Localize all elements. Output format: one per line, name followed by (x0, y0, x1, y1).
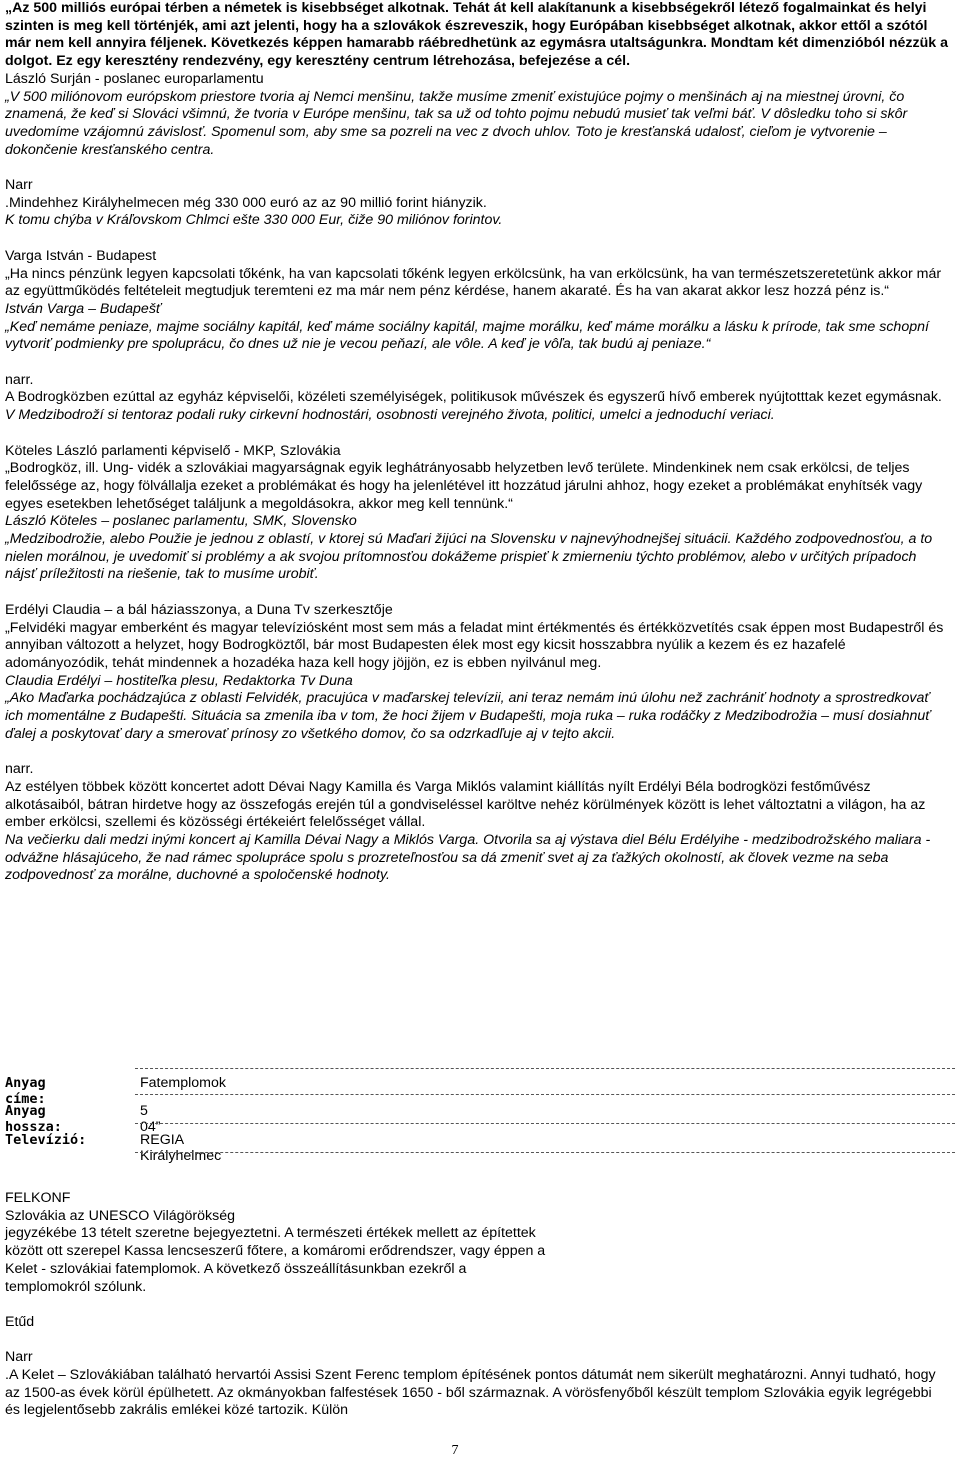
meta-length-value: 5 04” (140, 1103, 161, 1135)
document-body (5, 0, 950, 885)
speaker-koteles-sk: László Köteles – poslanec parlamentu, SMK, Slovensko (5, 513, 357, 530)
quote-koteles-hu: „Bodrogköz, ill. Ung- vidék a szlovákiai magyarságnak egyik leghátrányosabb helyzetben levő területe. Mindenkinek nem csak erkölcsi, de teljes felelőssége az, hogy fölvállalja ezeket a problémákat és hogy ha jelenlétével itt hozzátud járulni ahhoz, hogy ezeket a problémákat enyhítsék vagy egyes esetekben lehetőséget találjunk a megoldásokra, akkor meg kell tennünk.“ (5, 460, 923, 512)
meta-length-label: Anyag hossza: (5, 1103, 62, 1135)
divider (135, 1123, 955, 1124)
speaker-varga-hu: Varga István - Budapest (5, 247, 157, 264)
unesco-title: Szlovákia az UNESCO Világörökség (5, 1207, 235, 1224)
quote-koteles-sk: „Medzibodrožie, alebo Použie je jednou z oblastí, v ktorej sú Maďari žijúci na Slovensku v najnevýhodnejšej situácii. Každého zodpovednosťou, a to nielen morálnou, je uvedomiť si problémy a ak svojou prítomnosťou dokážeme prispieť k zmierneniu týchto problémov, alebo v určitých prípadoch nájsť príležitosti na riešenie, tak to musíme urobiť. (5, 531, 933, 583)
meta-tv-value: REGIA Királyhelmec (140, 1132, 222, 1164)
speaker-erdelyi-hu: Erdélyi Claudia – a bál háziasszonya, a Duna Tv szerkesztője (5, 601, 393, 618)
meta-title-label: Anyag címe: (5, 1075, 46, 1107)
page-number: 7 (451, 1443, 459, 1458)
narr-label: Narr (5, 1349, 33, 1366)
quote-surjan-sk: „V 500 miliónovom európskom priestore tvoria aj Nemci menšinu, takže musíme zmeniť existujúce pojmy o menšinách aj na miestnej úrovni, čo znamená, že keď si Slováci všimnú, že tvoria v Európe menšinu, tak sa už od tohto pojmu nebudú musieť tak veľmi báť. V dôsledku toho si skôr uvedomíme vzájomnú závislosť. Spomenul som, aby sme sa pozreli na vec z dvoch uhlov. Toto je kresťanská udalosť, cieľom je vytvorenie – dokončenie kresťanského centra. (5, 88, 908, 158)
unesco-text: jegyzékébe 13 tételt szeretne bejegyeztetni. A természeti értékek mellett az építettek között ott szerepel Kassa lencseszerű főtere, a komáromi erődrendszer, vagy éppen a Kelet - szlovákiai fatemplomok. A következő összeállításunkban ezekről a templomokról szólunk. (5, 1225, 546, 1295)
narr-text: .A Kelet – Szlovákiában található hervartói Assisi Szent Ferenc templom építésének pontos dátumát nem sikerült meghatározni. Annyi tudható, hogy az 1500-as évek körül épülhetett. Az okmányokban falfestések 1650 - ből származnak. A vörösfenyőből készült templom Szlovákia egyik legrégebbi és legjelentősebb zakrális emlékei közé tartozik. Külön (5, 1367, 936, 1419)
lower-section (5, 1190, 950, 1420)
meta-title-value: Fatemplomok (140, 1075, 226, 1091)
narr-sk: K tomu chýba v Kráľovskom Chlmci ešte 330 000 Eur, čiže 90 miliónov forintov. (5, 212, 503, 229)
quote-varga-hu: „Ha nincs pénzünk legyen kapcsolati tőkénk, ha van kapcsolati tőkénk legyen erkölcsünk, ha van erkölcsünk, ha van természetszeretetünk akkor már az együttműködés feltételeit megtudjuk teremteni ez ma már nem pénz kérdése, hanem akaraté. És ha van akarat akkor lesz hozzá pénz is.“ (5, 265, 942, 300)
narr-sk: V Medzibodroží si tentoraz podali ruky cirkevní hodnostári, osobnosti verejného života, politici, umelci a jednoduchí veriaci. (5, 407, 775, 424)
narr-label: Narr (5, 177, 33, 194)
speaker-koteles-hu: Köteles László parlamenti képviselő - MKP, Szlovákia (5, 442, 341, 459)
quote-surjan-hu: „Az 500 milliós európai térben a németek is kisebbséget alkotnak. Tehát át kell alakítanunk a kisebbségekről létező fogalmainkat és helyi szinten is meg kell történjék, ami azt jelenti, hogy ha a szlovákok észreveszik, hogy Európában kisebbséget alkotnak, akkor ettől a szótól már nem kell annyira féljenek. Következés képpen hamarabb ráébredhetünk az egymásra utaltságunkra. Mondtam két dimenzióból nézzük a dolgot. Ez egy keresztény rendezvény, egy keresztény centrum létrehozása, befejezése a cél. (5, 0, 948, 70)
divider (135, 1152, 955, 1153)
narr-label: narr. (5, 761, 34, 778)
etud-label: Etűd (5, 1313, 35, 1330)
quote-varga-sk: „Keď nemáme peniaze, majme sociálny kapitál, keď máme sociálny kapitál, majme morálku, keď máme morálku a lásku k prírode, tak sme schopní vytvoriť podmienky pre spoluprácu, čo dnes už nie je vecou peňazí, ale vôle. A keď je vôľa, tak budú aj peniaze.“ (5, 318, 929, 353)
narr-sk: Na večierku dali medzi inými koncert aj Kamilla Dévai Nagy a Miklós Varga. Otvorila sa aj výstava diel Bélu Erdélyihe - medzibodrožského maliara - odvážne hlásajúceho, že nad rámec spolupráce spolu s prozreteľnosťou sa dá zmeniť svet aj za ťažkých okolností, ak človek vezme na seba zodpovednosť za morálne, duchovné a spoločenské hodnoty. (5, 831, 931, 884)
quote-erdelyi-sk: „Ako Maďarka pochádzajúca z oblasti Felvidék, pracujúca v maďarskej televízii, ani teraz nemám inú úlohu než zachrániť hodnoty a sprostredkovať ich momentálne z Budapešti. Situácia sa zmenila iba v tom, že hoci žijem v Budapešti, moja ruka – ruka rodáčky z Medzibodrožia – musí dosiahnuť ďalej a poskytovať dary a smerovať prínosy zo všetkého domov, čo sa odzrkadľuje aj v tejto akcii. (5, 690, 931, 742)
narr-hu: .Mindehhez Királyhelmecen még 330 000 euró az az 90 millió forint hiányzik. (5, 194, 487, 211)
narr-hu: Az estélyen többek között koncertet adott Dévai Nagy Kamilla és Varga Miklós valamint kiállítás nyílt Erdélyi Béla bodrogközi festőművész alkotásaiból, bátran hirdetve hogy az összefogás erején túl a gondviseléssel karöltve nehéz körülmények között is lehet változtatni a világon, ha az ember erkölcsi, szellemi és közösségi értékeiért felelősséget vállal. (5, 778, 926, 831)
speaker-varga-sk: István Varga – Budapešť (5, 300, 161, 317)
divider (135, 1068, 955, 1069)
speaker-surjan-sk: László Surján - poslanec europarlamentu (5, 70, 264, 87)
felkonf-label: FELKONF (5, 1190, 71, 1206)
meta-tv-label: Televízió: (5, 1132, 87, 1148)
divider (135, 1094, 955, 1095)
speaker-erdelyi-sk: Claudia Erdélyi – hostiteľka plesu, Redaktorka Tv Duna (5, 672, 353, 689)
quote-erdelyi-hu: „Felvidéki magyar emberként és magyar televíziósként most sem más a feladat mint értékmentés és értékközvetítés csak éppen most Budapestről és annyiban változott a helyzet, hogy Bodrogköztől, bár most Budapesten élek most egy kicsit hosszabbra nyúlik a kezem és ez hazafelé adományozódik, tehát mindennek a hozadéka haza kell hogy jöjjön, ez is ebben nyilvánul meg. (5, 619, 944, 671)
narr-hu: A Bodrogközben ezúttal az egyház képviselői, közéleti személyiségek, politikusok művészek és egyszerű hívő emberek nyújtotttak kezet egymásnak. (5, 389, 942, 406)
narr-label: narr. (5, 371, 34, 388)
